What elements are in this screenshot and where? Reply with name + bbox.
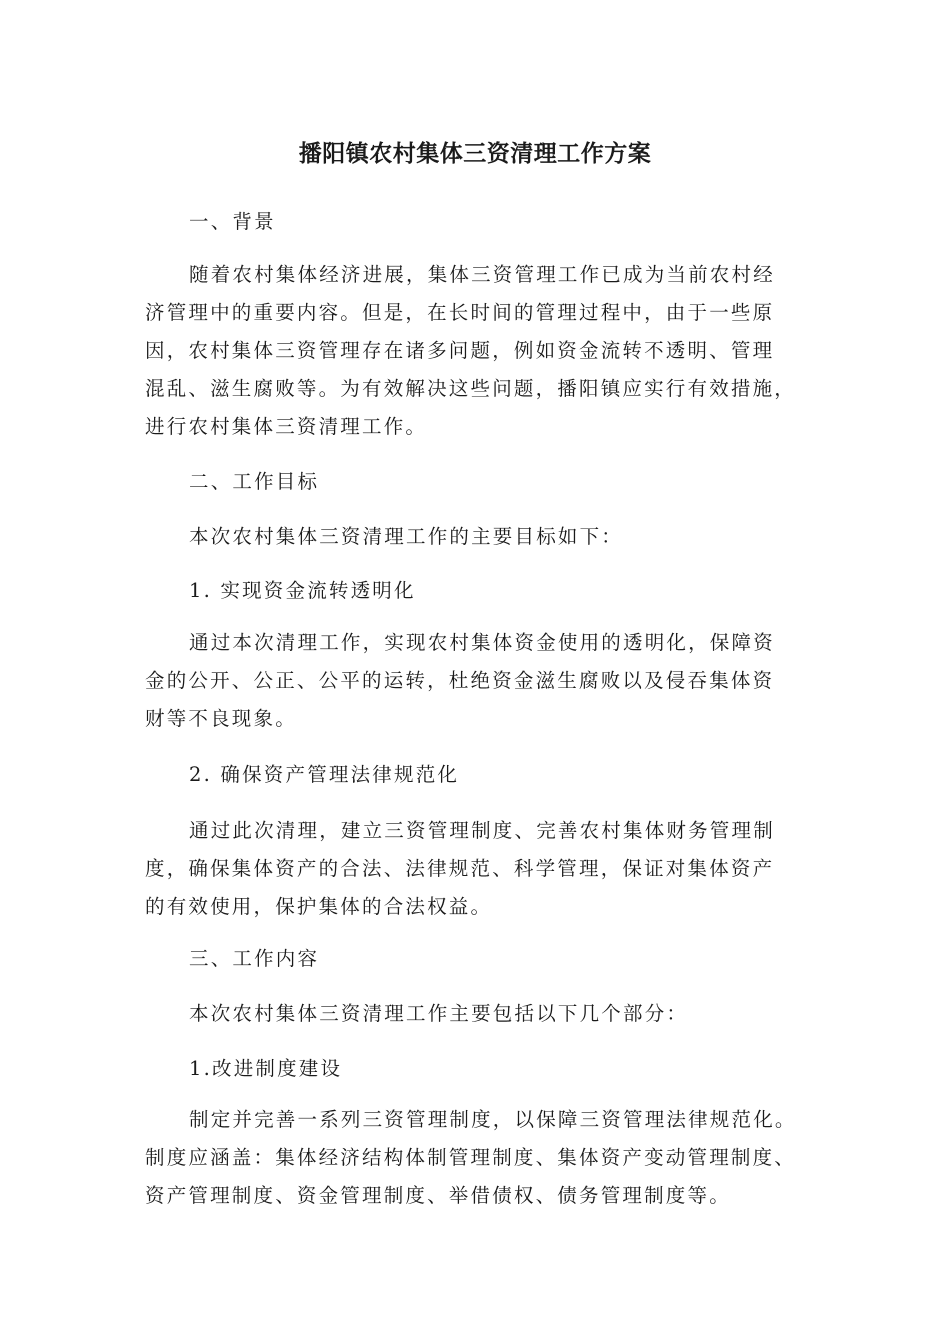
content-item-1-heading: 1.改进制度建设 [189, 1057, 343, 1080]
paragraph-line: 进行农村集体三资清理工作。 [145, 415, 428, 438]
paragraph-line: 制度应涵盖：集体经济结构体制管理制度、集体资产变动管理制度、 [145, 1146, 797, 1169]
paragraph-line: 随着农村集体经济进展，集体三资管理工作已成为当前农村经 [189, 263, 775, 286]
section-heading-background: 一、背景 [189, 210, 276, 233]
paragraph-line: 资产管理制度、资金管理制度、举借债权、债务管理制度等。 [145, 1184, 731, 1207]
content-item-1-paragraph [145, 1101, 807, 1215]
paragraph-line: 的有效使用，保护集体的合法权益。 [145, 895, 493, 918]
paragraph-line: 因，农村集体三资管理存在诸多问题，例如资金流转不透明、管理 [145, 339, 775, 362]
paragraph-line: 度，确保集体资产的合法、法律规范、科学管理，保证对集体资产 [145, 857, 775, 880]
document-title: 播阳镇农村集体三资清理工作方案 [298, 141, 652, 167]
section-heading-content: 三、工作内容 [189, 947, 320, 970]
goal-item-2-heading: 2. 确保资产管理法律规范化 [189, 763, 460, 786]
paragraph-line: 混乱、滋生腐败等。为有效解决这些问题，播阳镇应实行有效措施， [145, 377, 797, 400]
paragraph-line: 通过本次清理工作，实现农村集体资金使用的透明化，保障资 [189, 631, 775, 654]
paragraph-line: 金的公开、公正、公平的运转，杜绝资金滋生腐败以及侵吞集体资 [145, 669, 775, 692]
paragraph-line: 济管理中的重要内容。但是，在长时间的管理过程中，由于一些原 [145, 301, 775, 324]
content-intro: 本次农村集体三资清理工作主要包括以下几个部分： [189, 1002, 689, 1025]
paragraph-background [145, 256, 807, 446]
section-heading-goals: 二、工作目标 [189, 470, 320, 493]
goals-intro: 本次农村集体三资清理工作的主要目标如下： [189, 525, 624, 548]
paragraph-line: 通过此次清理，建立三资管理制度、完善农村集体财务管理制 [189, 819, 775, 842]
goal-item-2-paragraph [145, 812, 807, 926]
paragraph-line: 制定并完善一系列三资管理制度，以保障三资管理法律规范化。 [189, 1108, 797, 1131]
paragraph-line: 财等不良现象。 [145, 707, 297, 730]
goal-item-1-paragraph [145, 624, 807, 738]
goal-item-1-heading: 1. 实现资金流转透明化 [189, 579, 416, 602]
